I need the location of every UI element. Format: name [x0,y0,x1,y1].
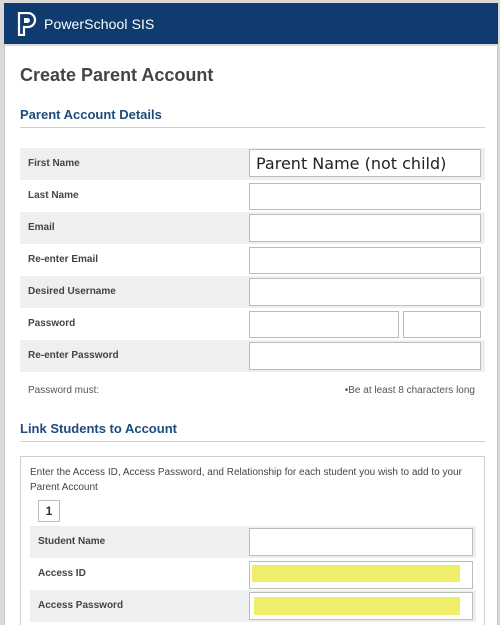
main-panel [4,46,498,625]
first-name-input[interactable] [249,149,481,177]
email-label: Email [28,222,55,233]
section-divider [20,127,485,128]
link-students-box [20,456,485,625]
password-strength-box [403,311,481,338]
last-name-input[interactable] [249,183,481,210]
section-title-parent-details: Parent Account Details [20,107,162,122]
username-input[interactable] [249,278,481,306]
access-password-highlight [254,597,460,615]
section-divider [20,441,485,442]
app-header [4,3,498,44]
password-input[interactable] [249,311,399,338]
email-input[interactable] [249,214,481,242]
access-id-label: Access ID [38,568,86,579]
link-students-intro: Enter the Access ID, Access Password, and Relationship for each student you wish to add to your Parent Account [30,467,462,493]
password-rule-length: •Be at least 8 characters long [344,385,475,396]
reenter-email-input[interactable] [249,247,481,274]
app-name: PowerSchool SIS [44,15,155,32]
first-name-label: First Name [28,158,80,169]
password-rules-label: Password must: [28,385,100,396]
student-name-label: Student Name [38,536,106,547]
student-number-badge: 1 [38,500,60,522]
page-title: Create Parent Account [20,65,214,85]
password-label: Password [28,318,76,329]
powerschool-logo-icon [16,12,38,36]
reenter-password-label: Re-enter Password [28,350,119,361]
reenter-email-label: Re-enter Email [28,254,99,265]
reenter-password-input[interactable] [249,342,481,370]
student-name-input[interactable] [249,528,473,556]
last-name-label: Last Name [28,190,79,201]
section-title-link-students: Link Students to Account [20,421,177,436]
access-id-highlight [252,565,460,582]
username-label: Desired Username [28,286,116,297]
access-password-label: Access Password [38,600,124,611]
